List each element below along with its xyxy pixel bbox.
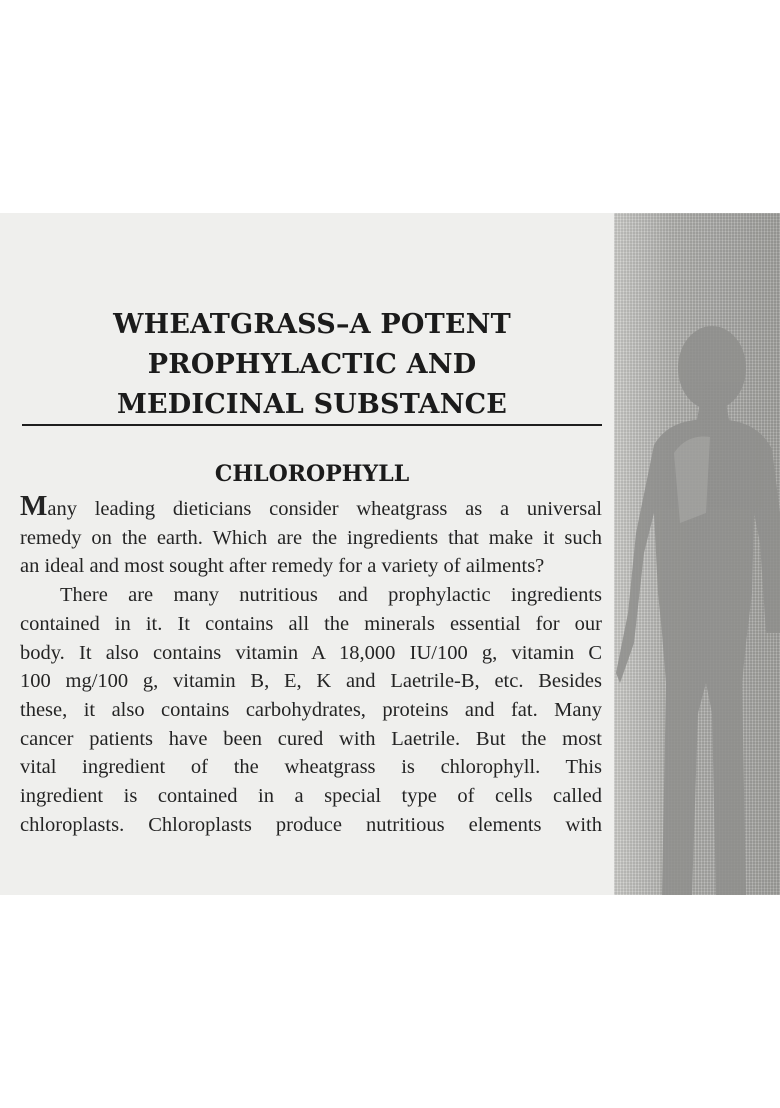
chapter-title-line-2: PROPHYLACTIC AND bbox=[147, 349, 477, 380]
chapter-title bbox=[22, 305, 602, 425]
paragraph-2-line-8: ingredient is contained in a special type of cells called bbox=[20, 785, 602, 808]
decorative-side-strip bbox=[614, 213, 780, 895]
paragraph-2-line-4: 100 mg/100 g, vitamin B, E, K and Laetrile-B, etc. Besides bbox=[20, 670, 602, 693]
paragraph-2-line-1: There are many nutritious and prophylactic ingredients bbox=[60, 584, 602, 607]
paragraph-1-line-1-text: any leading dieticians consider wheatgrass as a universal bbox=[47, 498, 602, 520]
paragraph-2-line-5: these, it also contains carbohydrates, proteins and fat. Many bbox=[20, 698, 602, 721]
paragraph-1-line-2: remedy on the earth. Which are the ingredients that make it such bbox=[20, 526, 602, 549]
human-figure-silhouette-icon bbox=[614, 213, 780, 895]
section-heading: CHLOROPHYLL bbox=[214, 461, 410, 487]
paragraph-1-line-1 bbox=[20, 492, 602, 524]
chapter-title-line-1: WHEATGRASS–A POTENT bbox=[113, 309, 511, 340]
paragraph-2-line-7: vital ingredient of the wheatgrass is chlorophyll. This bbox=[20, 756, 602, 779]
book-page bbox=[0, 213, 780, 895]
chapter-title-line-3: MEDICINAL SUBSTANCE bbox=[116, 389, 508, 420]
body-text bbox=[20, 492, 602, 839]
paragraph-2-line-3: body. It also contains vitamin A 18,000 IU/100 g, vitamin C bbox=[20, 641, 602, 664]
paragraph-2-line-6: cancer patients have been cured with Laetrile. But the most bbox=[20, 727, 602, 750]
paragraph-1-line-3: an ideal and most sought after remedy for a variety of ailments? bbox=[20, 555, 545, 578]
paragraph-2-line-9: chloroplasts. Chloroplasts produce nutritious elements with bbox=[20, 813, 602, 836]
paragraph-2-line-2: contained in it. It contains all the minerals essential for our bbox=[20, 612, 602, 635]
title-underline-rule bbox=[22, 424, 602, 426]
drop-cap: M bbox=[20, 490, 48, 522]
